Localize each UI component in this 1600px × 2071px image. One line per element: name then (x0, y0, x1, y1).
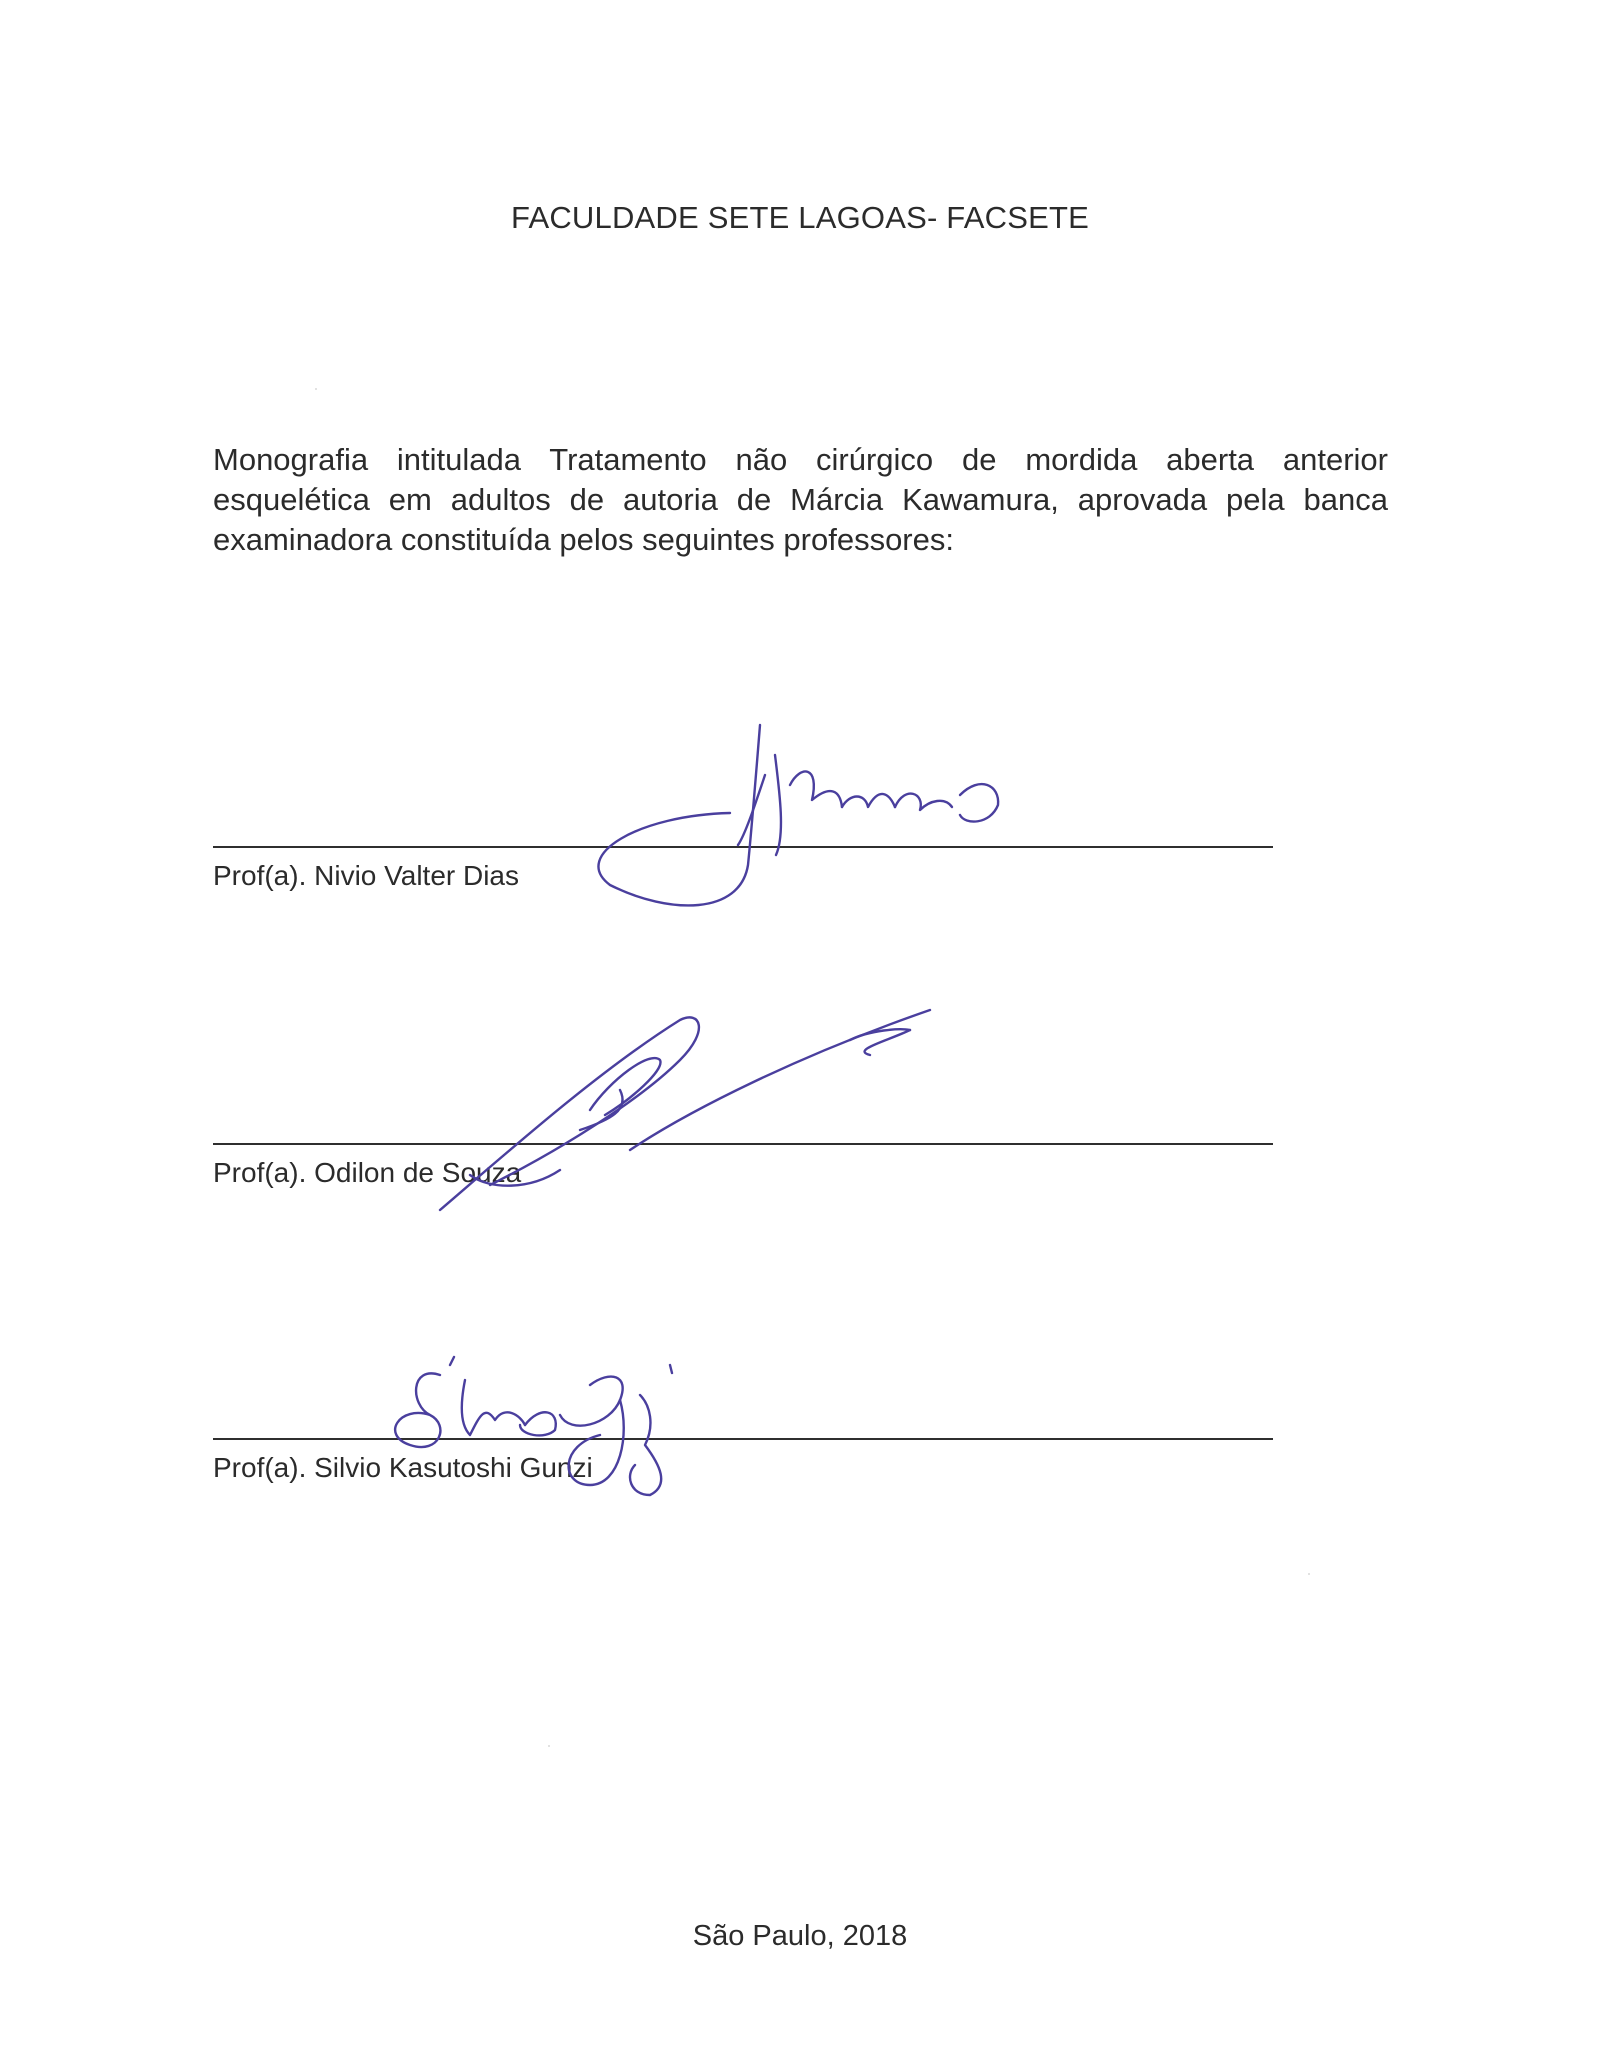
city-year: São Paulo, 2018 (692, 1920, 908, 1952)
examiner-name-3: Prof(a). Silvio Kasutoshi Gunzi (213, 1452, 593, 1483)
scan-speck (548, 1745, 550, 1747)
signature-line (213, 1438, 1273, 1440)
signature-line (213, 846, 1273, 848)
institution-title: FACULDADE SETE LAGOAS- FACSETE (511, 200, 1089, 235)
signature-line (213, 1143, 1273, 1145)
scan-speck (315, 388, 317, 390)
approval-statement: Monografia intitulada Tratamento não cirúrgico de mordida aberta anterior esquelética em adultos de autoria de Márcia Kawamura, aprovada pela banca examinadora constituída pelos seguintes professores: (213, 442, 1388, 557)
scan-speck (1308, 1573, 1310, 1575)
examiner-name-2: Prof(a). Odilon de Souza (213, 1157, 522, 1188)
examiner-name-1: Prof(a). Nivio Valter Dias (213, 860, 520, 891)
signature-nivio-valter-dias (580, 715, 1020, 925)
